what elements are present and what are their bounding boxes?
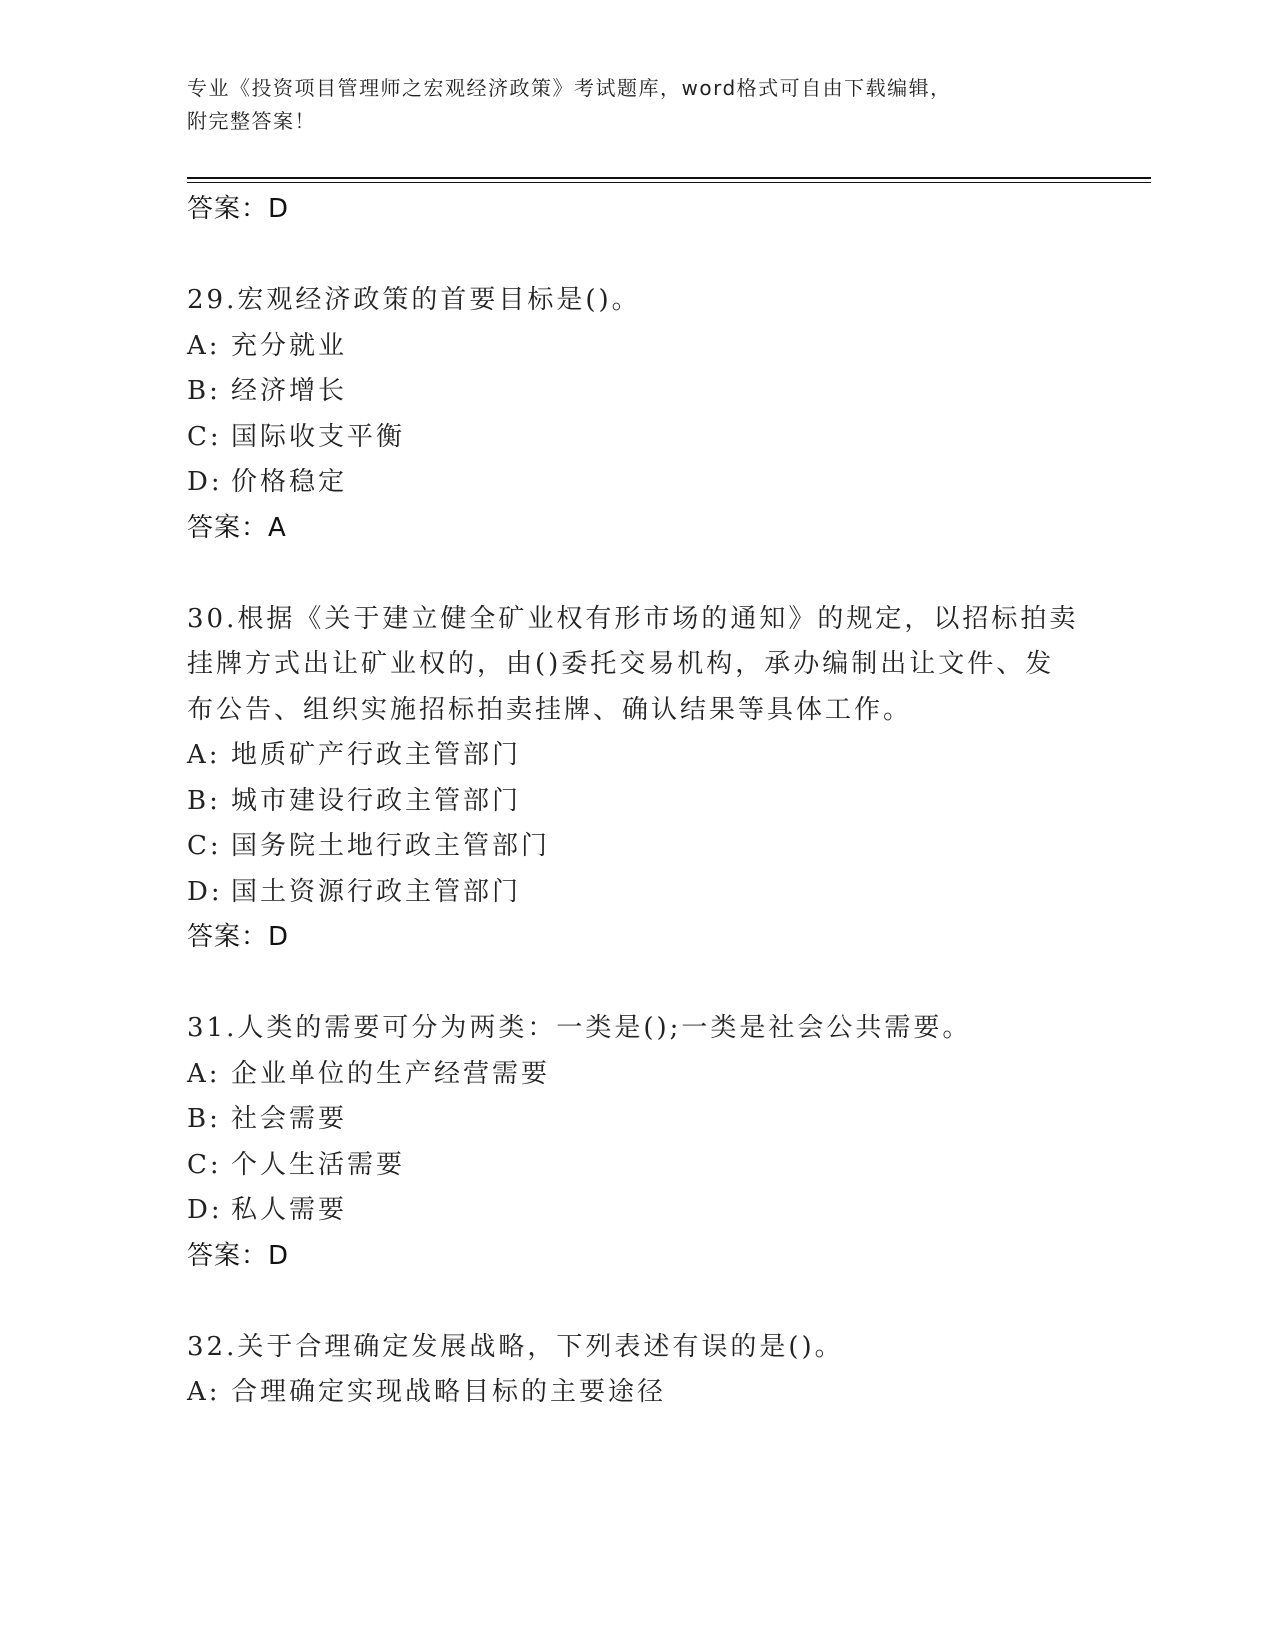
question-32 bbox=[187, 1325, 1087, 1416]
answer-line: 答案：D bbox=[187, 922, 290, 952]
option-text: 价格稳定 bbox=[231, 467, 348, 497]
option-text: 地质矿产行政主管部门 bbox=[231, 740, 522, 770]
option-text: 企业单位的生产经营需要 bbox=[231, 1058, 551, 1089]
option-b bbox=[187, 779, 1087, 825]
option-letter: A: bbox=[187, 740, 221, 770]
option-a bbox=[187, 1370, 1087, 1416]
option-letter: B: bbox=[187, 785, 221, 816]
option-d bbox=[187, 870, 1087, 916]
option-b bbox=[187, 1097, 1087, 1143]
option-text: 社会需要 bbox=[231, 1104, 348, 1134]
option-letter: D: bbox=[187, 1195, 223, 1225]
previous-answer: 答案：D bbox=[187, 194, 290, 224]
spacer bbox=[187, 232, 1087, 278]
option-text: 充分就业 bbox=[231, 330, 348, 361]
document-header bbox=[187, 72, 1067, 138]
question-stem-line-2: 挂牌方式出让矿业权的，由()委托交易机构，承办编制出让文件、发 bbox=[187, 649, 1055, 679]
option-letter: B: bbox=[187, 1104, 221, 1134]
question-30 bbox=[187, 597, 1087, 961]
option-c bbox=[187, 415, 1087, 461]
header-line-1: 专业《投资项目管理师之宏观经济政策》考试题库，word格式可自由下载编辑， bbox=[187, 76, 952, 100]
option-b bbox=[187, 369, 1087, 415]
question-stem-line-3: 布公告、组织实施招标拍卖挂牌、确认结果等具体工作。 bbox=[187, 694, 913, 725]
option-c bbox=[187, 824, 1087, 870]
question-stem: 32.关于合理确定发展战略，下列表述有误的是()。 bbox=[187, 1331, 844, 1362]
option-letter: C: bbox=[187, 1149, 222, 1180]
option-letter: C: bbox=[187, 831, 222, 861]
option-letter: D: bbox=[187, 876, 223, 907]
spacer bbox=[187, 960, 1087, 1006]
option-d bbox=[187, 1188, 1087, 1234]
option-letter: A: bbox=[187, 1058, 221, 1089]
spacer bbox=[187, 551, 1087, 597]
header-divider-thin bbox=[187, 182, 1151, 183]
question-31 bbox=[187, 1006, 1087, 1279]
answer-line: 答案：A bbox=[187, 512, 287, 543]
option-d bbox=[187, 460, 1087, 506]
option-text: 经济增长 bbox=[231, 376, 348, 406]
spacer bbox=[187, 1279, 1087, 1325]
question-29 bbox=[187, 278, 1087, 551]
option-letter: D: bbox=[187, 467, 223, 497]
question-list bbox=[187, 187, 1087, 1416]
question-stem: 31.人类的需要可分为两类：一类是();一类是社会公共需要。 bbox=[187, 1013, 972, 1043]
option-text: 个人生活需要 bbox=[231, 1149, 406, 1180]
question-stem: 29.宏观经济政策的首要目标是()。 bbox=[187, 285, 641, 315]
option-text: 私人需要 bbox=[231, 1195, 348, 1225]
option-text: 合理确定实现战略目标的主要途径 bbox=[231, 1377, 667, 1407]
option-a bbox=[187, 324, 1087, 370]
header-divider bbox=[187, 177, 1151, 179]
header-line-2: 附完整答案！ bbox=[187, 109, 316, 133]
option-text: 国土资源行政主管部门 bbox=[231, 876, 522, 907]
option-letter: B: bbox=[187, 376, 221, 406]
question-stem-line-1: 30.根据《关于建立健全矿业权有形市场的通知》的规定，以招标拍卖 bbox=[187, 603, 1079, 634]
option-text: 国际收支平衡 bbox=[231, 421, 406, 452]
option-letter: C: bbox=[187, 421, 222, 452]
option-letter: A: bbox=[187, 1377, 221, 1407]
option-a bbox=[187, 733, 1087, 779]
option-a bbox=[187, 1052, 1087, 1098]
option-letter: A: bbox=[187, 330, 221, 361]
option-c bbox=[187, 1143, 1087, 1189]
option-text: 城市建设行政主管部门 bbox=[231, 785, 522, 816]
option-text: 国务院土地行政主管部门 bbox=[231, 831, 551, 861]
answer-line: 答案：D bbox=[187, 1240, 290, 1271]
